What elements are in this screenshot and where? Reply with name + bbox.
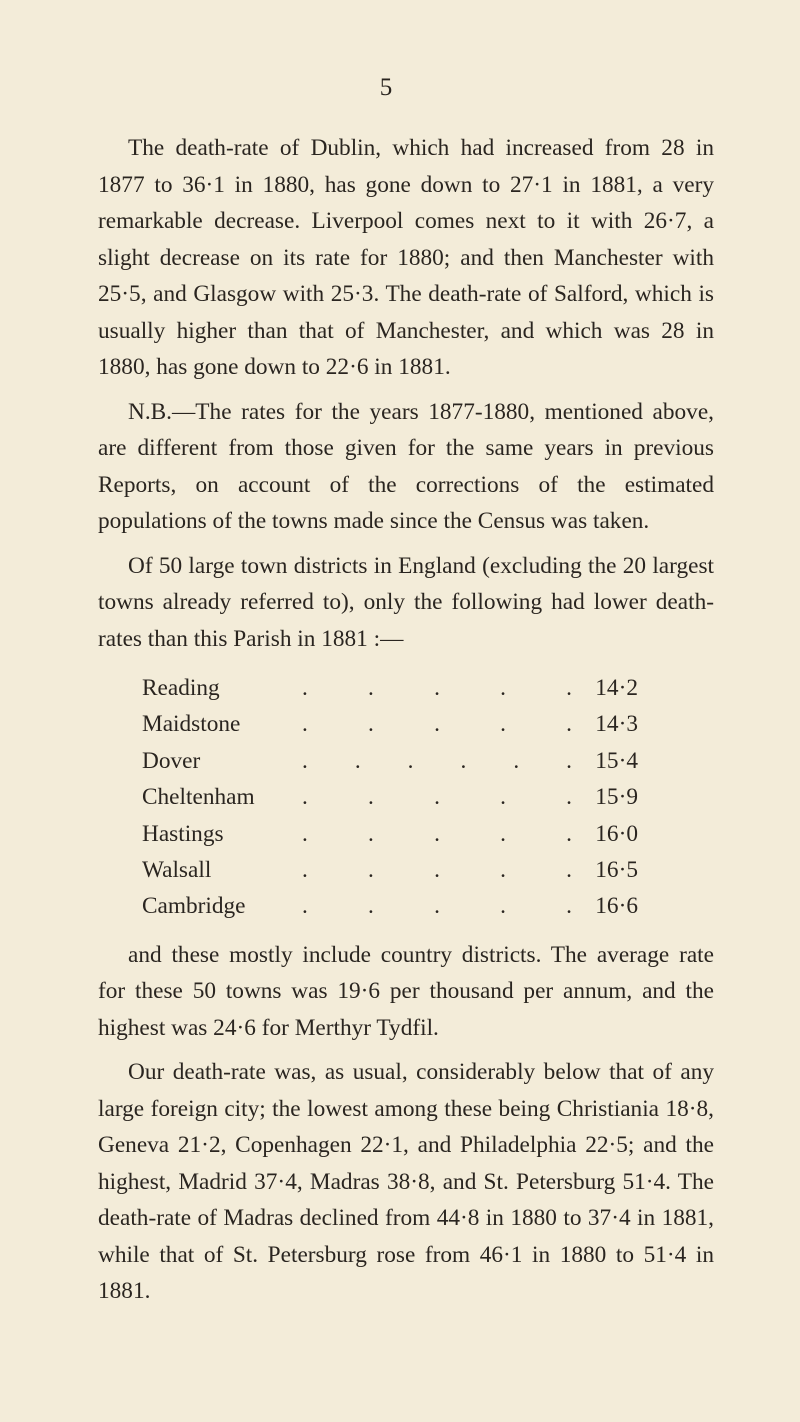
death-rate-value: 16·0 [595, 820, 638, 847]
death-rate-value: 16·6 [595, 893, 638, 920]
dot-leader: . . . . . . [302, 747, 572, 774]
town-name: Cambridge [142, 893, 246, 920]
table-row [142, 670, 638, 706]
page-number: 5 [379, 74, 393, 101]
table-row [142, 888, 638, 924]
table-row [142, 816, 638, 852]
paragraph-foreign-cities: Our death-rate was, as usual, considerably below that of any large foreign city; the lowest among these being Christiania 18·8, Geneva 21·2, Copenhagen 22·1, and Philadelphia 22·5; and the highest, Madrid 37·4, Madras 38·8, and St. Petersburg 51·4. The death-rate of Madras declined from 44·8 in 1880 to 37·4 in 1881, while that of St. Petersburg rose from 46·1 in 1880 to 51·4 in 1881. [98, 1059, 714, 1305]
death-rate-value: 15·4 [595, 747, 638, 774]
paragraph-dublin-death-rate: The death-rate of Dublin, which had increased from 28 in 1877 to 36·1 in 1880, has gone down to 27·1 in 1881, a very remarkable decrease. Liverpool comes next to it with 26·7, a slight decrease on its rate for 1880; and then Manchester with 25·5, and Glasgow with 25·3. The death-rate of Salford, which is usually higher than that of Manchester, and which was 28 in 1880, has gone down to 22·6 in 1881. [98, 135, 714, 380]
town-name: Cheltenham [142, 784, 255, 811]
death-rate-value: 15·9 [595, 784, 638, 811]
town-name: Walsall [142, 856, 212, 883]
dot-leader: . . . . . [302, 820, 572, 847]
table-row [142, 852, 638, 888]
paragraph-country-districts: and these mostly include country districts. The average rate for these 50 towns was 19·6 per thousand per annum, and the highest was 24·6 for Merthyr Tydfil. [98, 941, 714, 1041]
town-name: Dover [142, 747, 201, 774]
table-row [142, 743, 638, 779]
dot-leader: . . . . . [302, 711, 572, 738]
death-rate-value: 14·2 [595, 675, 638, 701]
paragraph-nota-bene: N.B.—The rates for the years 1877-1880, mentioned above, are different from those given for the same years in previous Reports, on account of the corrections of the estimated populations of the towns made since the Census was taken. [98, 398, 714, 534]
town-name: Reading [142, 675, 220, 701]
dot-leader: . . . . . [302, 856, 572, 883]
death-rate-value: 14·3 [595, 711, 638, 738]
paragraph-town-districts-intro: Of 50 large town districts in England (excluding the 20 largest towns already referred to), only the following had lower death-rates than this Parish in 1881 :— [98, 552, 714, 652]
death-rate-value: 16·5 [595, 856, 638, 883]
town-name: Maidstone [142, 711, 241, 738]
dot-leader: . . . . . [302, 893, 572, 920]
table-row [142, 779, 638, 815]
death-rates-table [142, 670, 638, 925]
dot-leader: . . . . . [302, 784, 572, 811]
table-row [142, 706, 638, 742]
town-name: Hastings [142, 820, 224, 847]
body-text [98, 130, 714, 1310]
dot-leader: . . . . . [302, 675, 572, 701]
